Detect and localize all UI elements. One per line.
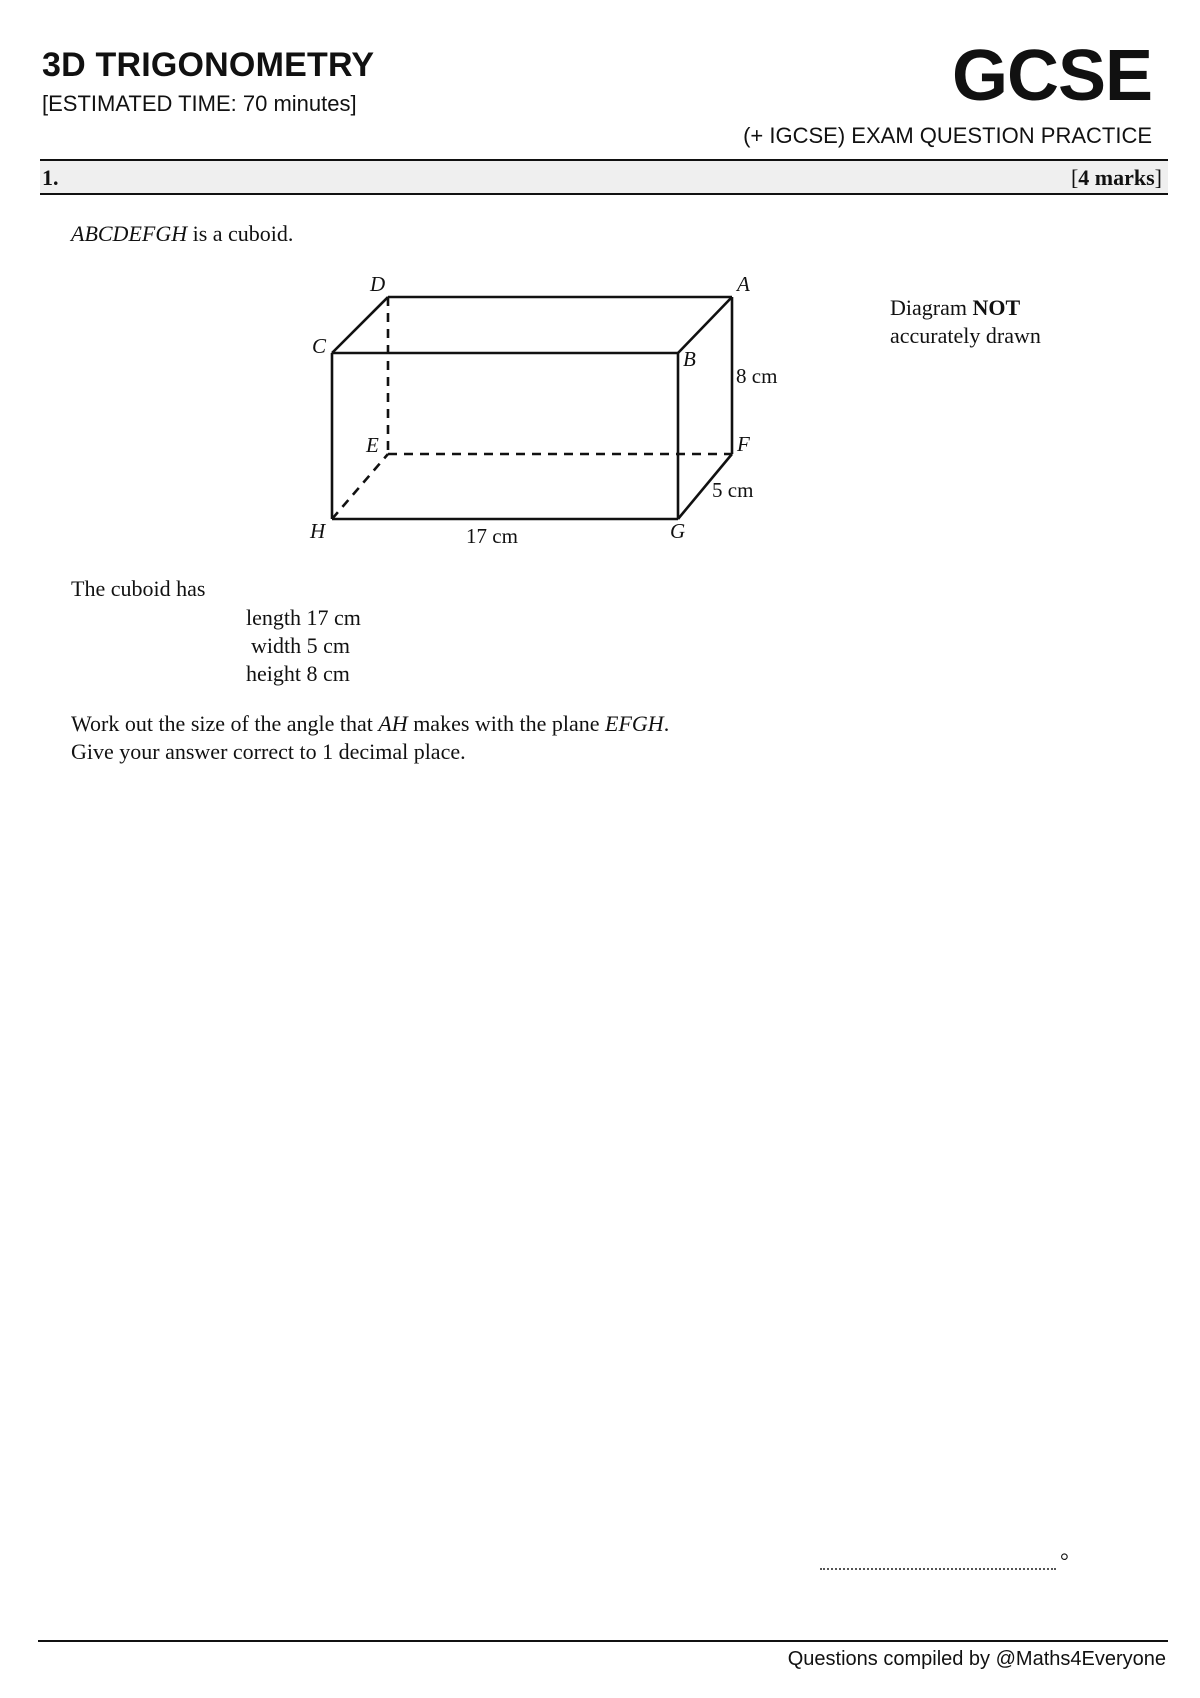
edge-CD (332, 297, 388, 353)
vertex-label-E: E (366, 433, 379, 457)
marks-close-bracket: ] (1154, 165, 1162, 190)
vertex-label-F: F (737, 432, 750, 456)
edge-HE (332, 454, 388, 519)
footer-credit: Questions compiled by @Maths4Everyone (787, 1648, 1166, 1670)
dimension-height: height 8 cm (246, 661, 350, 686)
plane-efgh: EFGH (605, 711, 664, 736)
diagram-note-line1 (890, 294, 1041, 322)
length-label: 17 cm (466, 524, 518, 548)
topic-title: 3D TRIGONOMETRY (42, 46, 375, 84)
degree-symbol: ° (1060, 1548, 1069, 1573)
marks-text: 4 marks (1078, 165, 1155, 190)
height-label: 8 cm (736, 364, 778, 388)
diagram-note-text: Diagram (890, 295, 973, 320)
diagram-note-line2: accurately drawn (890, 323, 1041, 348)
task-part3: . (663, 711, 670, 736)
dimension-width: width 5 cm (251, 633, 350, 658)
task-part2: makes with the plane (407, 711, 606, 736)
cuboid-diagram (290, 265, 810, 555)
task-part1: Work out the size of the angle that (71, 711, 379, 736)
vertex-label-G: G (670, 519, 686, 543)
vertex-label-B: B (683, 347, 696, 371)
question-marks (1071, 165, 1162, 191)
diagram-note-bold: NOT (972, 295, 1021, 320)
vertex-label-A: A (737, 272, 750, 296)
vertex-label-H: H (310, 519, 326, 543)
answer-line[interactable] (820, 1568, 1056, 1570)
edge-BA (678, 297, 732, 353)
brand-title: GCSE (951, 36, 1152, 116)
vertex-label-C: C (312, 334, 327, 358)
width-label: 5 cm (712, 478, 754, 502)
subtitle: (+ IGCSE) EXAM QUESTION PRACTICE (743, 123, 1152, 148)
task-line-1 (71, 711, 669, 737)
question-intro (71, 221, 293, 247)
estimated-time: [ESTIMATED TIME: 70 minutes] (42, 91, 357, 116)
marks-open-bracket: [ (1070, 165, 1079, 190)
diagram-note (890, 294, 1041, 350)
vertex-label-D: D (370, 272, 386, 296)
dimension-length: length 17 cm (246, 605, 361, 630)
intro-rest: is a cuboid. (187, 221, 294, 246)
cuboid-name: ABCDEFGH (71, 221, 188, 246)
task-line-2: Give your answer correct to 1 decimal place. (71, 739, 466, 764)
question-number: 1. (42, 165, 59, 190)
question-header-bar (40, 159, 1168, 195)
footer-rule (38, 1640, 1168, 1642)
line-ah: AH (378, 711, 408, 736)
cuboid-has-label: The cuboid has (71, 576, 206, 601)
